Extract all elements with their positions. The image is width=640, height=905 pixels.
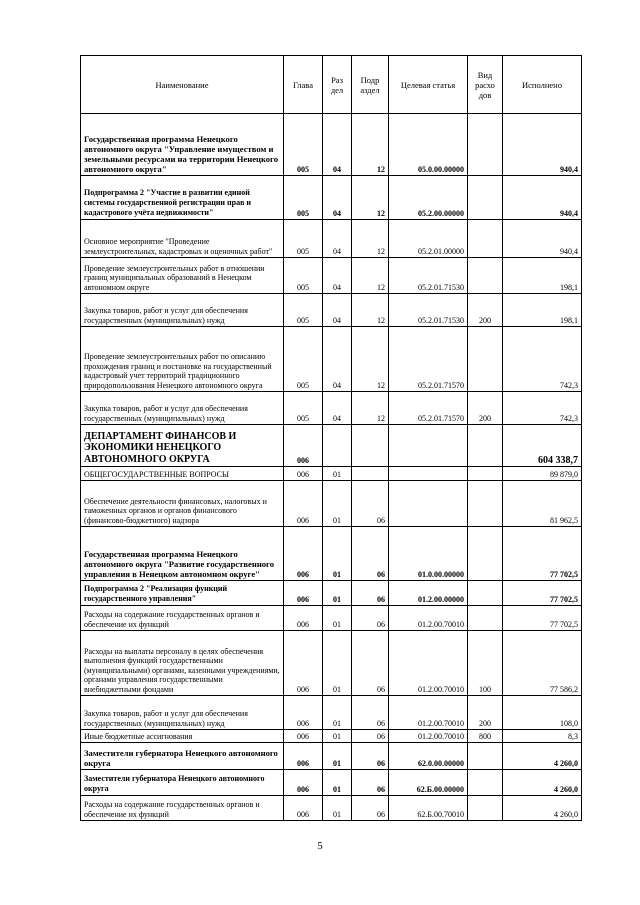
table-row <box>81 743 582 770</box>
cell-razdel: 04 <box>323 176 352 220</box>
table-row <box>81 527 582 581</box>
cell-amount: 8,3 <box>503 730 582 743</box>
cell-vid <box>468 581 503 606</box>
cell-target <box>389 481 468 527</box>
cell-amount: 77 702,5 <box>503 606 582 631</box>
table-row <box>81 770 582 796</box>
cell-glava: 005 <box>284 114 323 176</box>
cell-amount: 940,4 <box>503 220 582 258</box>
cell-name: ДЕПАРТАМЕНТ ФИНАНСОВ И ЭКОНОМИКИ НЕНЕЦКОГО АВТОНОМНОГО ОКРУГА <box>81 425 284 467</box>
cell-glava: 006 <box>284 743 323 770</box>
cell-vid <box>468 220 503 258</box>
cell-name: Расходы на выплаты персоналу в целях обеспечения выполнения функций государственными (муниципальными) органами, казенными учреждениями, органами управления государственными внебюджетными фондами <box>81 631 284 696</box>
cell-vid <box>468 114 503 176</box>
cell-target: 05.2.00.00000 <box>389 176 468 220</box>
cell-vid <box>468 467 503 481</box>
header-glava: Глава <box>284 56 323 114</box>
cell-podrazdel <box>352 467 389 481</box>
cell-glava: 006 <box>284 425 323 467</box>
cell-amount: 4 260,0 <box>503 796 582 821</box>
cell-target: 01.2.00.70010 <box>389 730 468 743</box>
table-row <box>81 220 582 258</box>
cell-target: 62.Б.00.70010 <box>389 796 468 821</box>
cell-podrazdel: 12 <box>352 220 389 258</box>
cell-razdel: 04 <box>323 220 352 258</box>
table-row <box>81 425 582 467</box>
cell-razdel: 04 <box>323 258 352 294</box>
cell-razdel: 04 <box>323 327 352 392</box>
cell-amount: 108,0 <box>503 696 582 730</box>
cell-target: 01.2.00.70010 <box>389 696 468 730</box>
cell-razdel <box>323 425 352 467</box>
cell-target: 05.0.00.00000 <box>389 114 468 176</box>
cell-podrazdel: 06 <box>352 606 389 631</box>
cell-razdel: 04 <box>323 294 352 327</box>
cell-podrazdel: 06 <box>352 796 389 821</box>
header-podrazdel: Подр аздел <box>352 56 389 114</box>
cell-amount: 940,4 <box>503 176 582 220</box>
cell-glava: 005 <box>284 176 323 220</box>
cell-target: 05.2.01.71530 <box>389 294 468 327</box>
cell-podrazdel: 06 <box>352 730 389 743</box>
cell-name: Расходы на содержание государственных органов и обеспечение их функций <box>81 796 284 821</box>
cell-target: 62.Б.00.00000 <box>389 770 468 796</box>
cell-amount: 742,3 <box>503 392 582 425</box>
cell-vid: 200 <box>468 392 503 425</box>
cell-razdel: 04 <box>323 392 352 425</box>
cell-glava: 006 <box>284 606 323 631</box>
cell-razdel: 01 <box>323 606 352 631</box>
table-row <box>81 392 582 425</box>
cell-name: Закупка товаров, работ и услуг для обеспечения государственных (муниципальных) нужд <box>81 392 284 425</box>
cell-name: Подпрограмма 2 "Реализация функций государственного управления" <box>81 581 284 606</box>
cell-name: ОБЩЕГОСУДАРСТВЕННЫЕ ВОПРОСЫ <box>81 467 284 481</box>
cell-vid <box>468 796 503 821</box>
table-row <box>81 294 582 327</box>
cell-podrazdel <box>352 425 389 467</box>
cell-podrazdel: 12 <box>352 176 389 220</box>
table-row <box>81 481 582 527</box>
cell-razdel: 01 <box>323 770 352 796</box>
cell-vid: 200 <box>468 696 503 730</box>
cell-name: Основное мероприятие "Проведение землеустроительных, кадастровых и оценочных работ" <box>81 220 284 258</box>
cell-target: 62.0.00.00000 <box>389 743 468 770</box>
cell-glava: 006 <box>284 696 323 730</box>
table-row <box>81 114 582 176</box>
cell-glava: 006 <box>284 770 323 796</box>
cell-podrazdel: 12 <box>352 114 389 176</box>
cell-amount: 89 879,0 <box>503 467 582 481</box>
cell-glava: 005 <box>284 327 323 392</box>
cell-target <box>389 425 468 467</box>
cell-podrazdel: 12 <box>352 294 389 327</box>
cell-name: Заместители губернатора Ненецкого автономного округа <box>81 770 284 796</box>
cell-glava: 005 <box>284 220 323 258</box>
cell-razdel: 01 <box>323 581 352 606</box>
cell-glava: 006 <box>284 467 323 481</box>
cell-amount: 198,1 <box>503 258 582 294</box>
cell-name: Проведение землеустроительных работ в отношении границ муниципальных образований в Ненецком автономном округе <box>81 258 284 294</box>
cell-target: 01.0.00.00000 <box>389 527 468 581</box>
cell-amount: 940,4 <box>503 114 582 176</box>
cell-glava: 006 <box>284 796 323 821</box>
budget-table <box>80 55 582 821</box>
table-row <box>81 176 582 220</box>
cell-amount: 77 702,5 <box>503 581 582 606</box>
cell-target: 05.2.01.00000 <box>389 220 468 258</box>
table-row <box>81 696 582 730</box>
cell-podrazdel: 06 <box>352 743 389 770</box>
cell-vid <box>468 176 503 220</box>
cell-razdel: 01 <box>323 527 352 581</box>
cell-razdel: 01 <box>323 467 352 481</box>
header-razdel: Раз дел <box>323 56 352 114</box>
cell-podrazdel: 12 <box>352 327 389 392</box>
cell-name: Иные бюджетные ассигнования <box>81 730 284 743</box>
table-header-row <box>81 56 582 114</box>
cell-vid <box>468 327 503 392</box>
cell-podrazdel: 06 <box>352 581 389 606</box>
cell-vid <box>468 606 503 631</box>
cell-vid <box>468 481 503 527</box>
cell-glava: 006 <box>284 527 323 581</box>
cell-podrazdel: 06 <box>352 696 389 730</box>
cell-amount: 4 260,0 <box>503 770 582 796</box>
cell-target: 05.2.01.71570 <box>389 327 468 392</box>
table-row <box>81 796 582 821</box>
header-name: Наименование <box>81 56 284 114</box>
cell-glava: 005 <box>284 392 323 425</box>
cell-vid: 200 <box>468 294 503 327</box>
cell-amount: 77 702,5 <box>503 527 582 581</box>
cell-glava: 006 <box>284 631 323 696</box>
cell-target: 01.2.00.70010 <box>389 631 468 696</box>
cell-amount: 742,3 <box>503 327 582 392</box>
cell-vid <box>468 425 503 467</box>
cell-podrazdel: 06 <box>352 770 389 796</box>
cell-name: Расходы на содержание государственных органов и обеспечение их функций <box>81 606 284 631</box>
cell-vid <box>468 770 503 796</box>
page-number: 5 <box>317 840 323 852</box>
cell-target: 01.2.00.70010 <box>389 606 468 631</box>
cell-target: 01.2.00.00000 <box>389 581 468 606</box>
cell-name: Заместители губернатора Ненецкого автономного округа <box>81 743 284 770</box>
cell-podrazdel: 12 <box>352 392 389 425</box>
cell-name: Государственная программа Ненецкого автономного округа "Управление имуществом и земельными ресурсами на территории Ненецкого автономного округа" <box>81 114 284 176</box>
table-row <box>81 606 582 631</box>
cell-target: 05.2.01.71530 <box>389 258 468 294</box>
cell-podrazdel: 06 <box>352 631 389 696</box>
cell-vid <box>468 743 503 770</box>
cell-glava: 006 <box>284 481 323 527</box>
header-vid: Вид расхо дов <box>468 56 503 114</box>
table-row <box>81 730 582 743</box>
cell-glava: 005 <box>284 258 323 294</box>
cell-razdel: 01 <box>323 696 352 730</box>
cell-name: Закупка товаров, работ и услуг для обеспечения государственных (муниципальных) нужд <box>81 696 284 730</box>
cell-glava: 006 <box>284 730 323 743</box>
cell-amount: 81 962,5 <box>503 481 582 527</box>
cell-amount: 198,1 <box>503 294 582 327</box>
cell-target: 05.2.01.71570 <box>389 392 468 425</box>
cell-vid <box>468 258 503 294</box>
table-row <box>81 631 582 696</box>
header-target: Целевая статья <box>389 56 468 114</box>
table-row <box>81 258 582 294</box>
cell-amount: 604 338,7 <box>503 425 582 467</box>
header-ispolneno: Исполнено <box>503 56 582 114</box>
cell-razdel: 01 <box>323 796 352 821</box>
cell-razdel: 01 <box>323 730 352 743</box>
cell-name: Обеспечение деятельности финансовых, налоговых и таможенных органов и органов финансового (финансово-бюджетного) надзора <box>81 481 284 527</box>
cell-name: Подпрограмма 2 "Участие в развитии единой системы государственной регистрации прав и кадастрового учёта недвижимости" <box>81 176 284 220</box>
cell-podrazdel: 12 <box>352 258 389 294</box>
cell-target <box>389 467 468 481</box>
cell-amount: 4 260,0 <box>503 743 582 770</box>
cell-name: Государственная программа Ненецкого автономного округа "Развитие государственного управления в Ненецком автономном округе" <box>81 527 284 581</box>
cell-razdel: 04 <box>323 114 352 176</box>
cell-name: Закупка товаров, работ и услуг для обеспечения государственных (муниципальных) нужд <box>81 294 284 327</box>
table-row <box>81 327 582 392</box>
cell-razdel: 01 <box>323 481 352 527</box>
cell-vid: 100 <box>468 631 503 696</box>
cell-amount: 77 586,2 <box>503 631 582 696</box>
cell-podrazdel: 06 <box>352 481 389 527</box>
cell-razdel: 01 <box>323 743 352 770</box>
cell-razdel: 01 <box>323 631 352 696</box>
cell-podrazdel: 06 <box>352 527 389 581</box>
cell-name: Проведение землеустроительных работ по описанию прохождения границ и постановке на государственный кадастровый учет территорий традиционного природопользования Ненецкого автономного округа <box>81 327 284 392</box>
table-row <box>81 467 582 481</box>
table-row <box>81 581 582 606</box>
cell-glava: 006 <box>284 581 323 606</box>
cell-vid: 800 <box>468 730 503 743</box>
cell-glava: 005 <box>284 294 323 327</box>
cell-vid <box>468 527 503 581</box>
